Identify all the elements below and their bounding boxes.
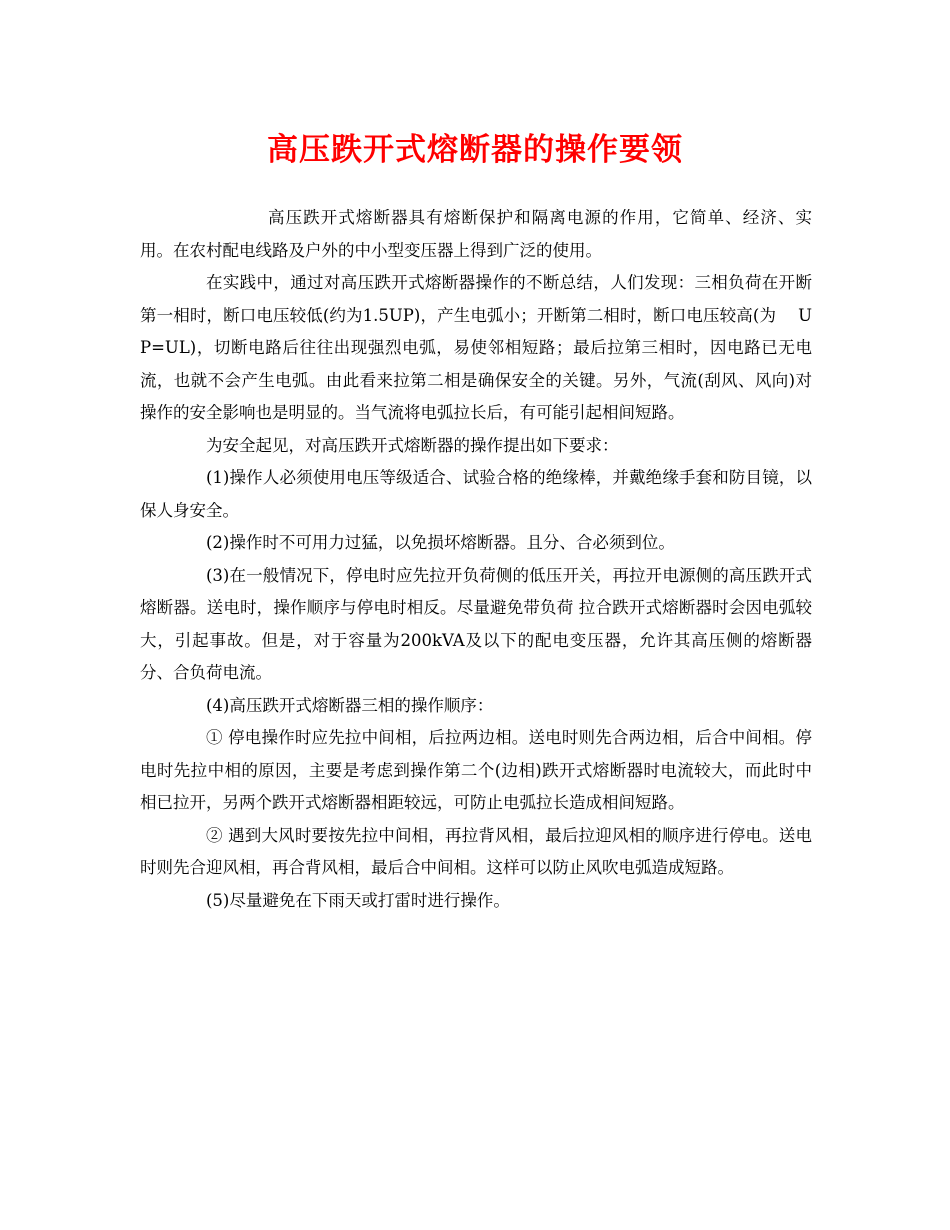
- document-body: [140, 202, 812, 917]
- paragraph-requirement-3: (3)在一般情况下，停电时应先拉开负荷侧的低压开关，再拉开电源侧的高压跌开式熔断器。送电时，操作顺序与停电时相反。尽量避免带负荷 拉合跌开式熔断器时会因电弧较大，引起事故。但是，对于容量为200kVA及以下的配电变压器，允许其高压侧的熔断器分、合负荷电流。: [140, 565, 812, 682]
- document-title: 高压跌开式熔断器的操作要领: [267, 132, 683, 168]
- paragraph-requirement-4-item-1: ① 停电操作时应先拉中间相，后拉两边相。送电时则先合两边相，后合中间相。停电时先拉中相的原因，主要是考虑到操作第二个(边相)跌开式熔断器时电流较大，而此时中相已拉开，另两个跌开式熔断器相距较远，可防止电弧拉长造成相间短路。: [140, 728, 812, 812]
- paragraph-intro: 高压跌开式熔断器具有熔断保护和隔离电源的作用，它简单、经济、实用。在农村配电线路及户外的中小型变压器上得到广泛的使用。: [140, 208, 812, 260]
- paragraph-requirement-4: (4)高压跌开式熔断器三相的操作顺序：: [206, 695, 494, 715]
- paragraph-requirement-5: (5)尽量避免在下雨天或打雷时进行操作。: [206, 890, 510, 910]
- paragraph-requirement-2: (2)操作时不可用力过猛，以免损坏熔断器。且分、合必须到位。: [206, 533, 675, 552]
- paragraph-requirement-1: (1)操作人必须使用电压等级适合、试验合格的绝缘棒，并戴绝缘手套和防目镜，以保人身安全。: [140, 468, 812, 520]
- paragraph-requirements-intro: 为安全起见，对高压跌开式熔断器的操作提出如下要求：: [206, 435, 619, 455]
- paragraph-requirement-4-item-2: ② 遇到大风时要按先拉中间相，再拉背风相，最后拉迎风相的顺序进行停电。送电时则先合迎风相，再合背风相，最后合中间相。这样可以防止风吹电弧造成短路。: [140, 825, 812, 877]
- paragraph-practice: 在实践中，通过对高压跌开式熔断器操作的不断总结，人们发现：三相负荷在开断第一相时，断口电压较低(约为1.5UP)，产生电弧小；开断第二相时，断口电压较高(为 UP=UL)，切断电路后往往出现强烈电弧，易使邻相短路；最后拉第三相时，因电路已无电流，也就不会产生电弧。由此看来拉第二相是确保安全的关键。另外，气流(刮风、风向)对操作的安全影响也是明显的。当气流将电弧拉长后，有可能引起相间短路。: [140, 273, 812, 422]
